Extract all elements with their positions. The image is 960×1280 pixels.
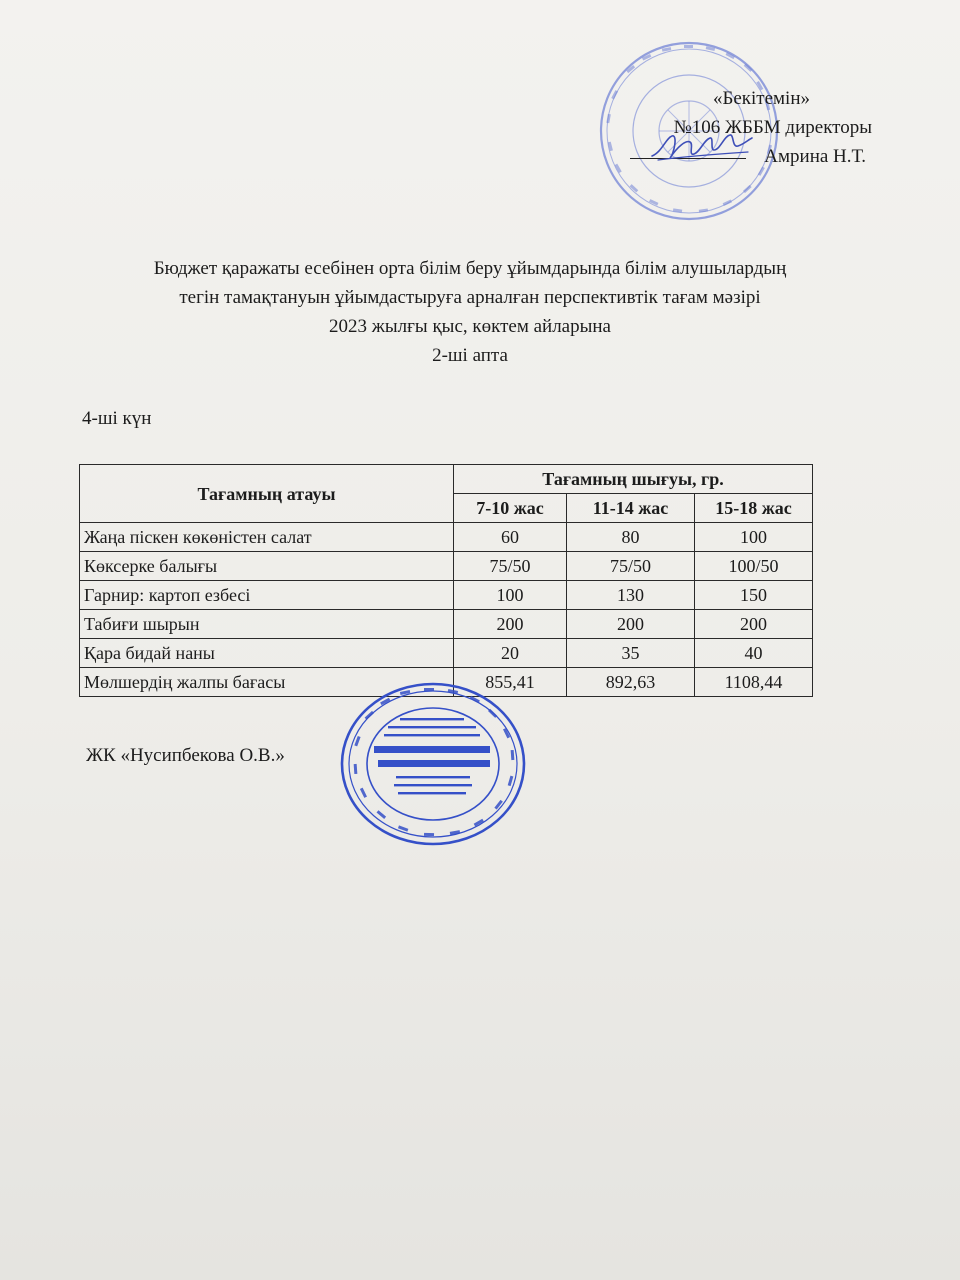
dish-value: 35	[567, 639, 695, 668]
approval-position: №106 ЖББМ директоры	[673, 117, 872, 138]
title-line-4: 2-ші апта	[432, 345, 508, 366]
entrepreneur-seal-stamp	[338, 680, 528, 848]
table-row	[80, 552, 813, 581]
dish-value: 855,41	[454, 668, 567, 697]
approval-director-name: Амрина Н.Т.	[764, 146, 866, 167]
dish-value: 100	[454, 581, 567, 610]
entrepreneur-signature-label: ЖК «Нусипбекова О.В.»	[86, 745, 285, 766]
dish-value: 80	[567, 523, 695, 552]
dish-value: 200	[454, 610, 567, 639]
table-header-row	[80, 465, 813, 494]
dish-value: 75/50	[454, 552, 567, 581]
dish-value: 75/50	[567, 552, 695, 581]
title-line-3: 2023 жылғы қыс, көктем айларына	[329, 316, 611, 337]
dish-name: Көксерке балығы	[80, 552, 454, 581]
dish-name: Қара бидай наны	[80, 639, 454, 668]
table-row	[80, 581, 813, 610]
header-dish-name: Тағамның атауы	[80, 465, 454, 523]
title-line-1: Бюджет қаражаты есебінен орта білім беру ұйымдарында білім алушылардың	[153, 258, 787, 279]
table-row	[80, 523, 813, 552]
dish-value: 200	[567, 610, 695, 639]
menu-table	[79, 464, 813, 697]
dish-name: Гарнир: картоп езбесі	[80, 581, 454, 610]
dish-value: 20	[454, 639, 567, 668]
dish-value: 60	[454, 523, 567, 552]
dish-value: 200	[695, 610, 813, 639]
header-output: Тағамның шығуы, гр.	[454, 465, 813, 494]
dish-value: 100/50	[695, 552, 813, 581]
dish-value: 130	[567, 581, 695, 610]
dish-value: 1108,44	[695, 668, 813, 697]
director-signature	[648, 126, 756, 168]
dish-name: Мөлшердің жалпы бағасы	[80, 668, 454, 697]
header-age-group: 11-14 жас	[567, 494, 695, 523]
table-row	[80, 639, 813, 668]
approval-heading: «Бекітемін»	[712, 88, 810, 109]
title-line-2: тегін тамақтануын ұйымдастыруға арналған перспективтік тағам мәзірі	[179, 287, 761, 308]
table-row	[80, 610, 813, 639]
header-age-group: 7-10 жас	[454, 494, 567, 523]
header-age-group: 15-18 жас	[695, 494, 813, 523]
dish-name: Табиғи шырын	[80, 610, 454, 639]
dish-value: 892,63	[567, 668, 695, 697]
dish-name: Жаңа піскен көкөністен салат	[80, 523, 454, 552]
dish-value: 40	[695, 639, 813, 668]
dish-value: 150	[695, 581, 813, 610]
day-label: 4-ші күн	[82, 408, 152, 429]
dish-value: 100	[695, 523, 813, 552]
document-title	[60, 254, 880, 370]
